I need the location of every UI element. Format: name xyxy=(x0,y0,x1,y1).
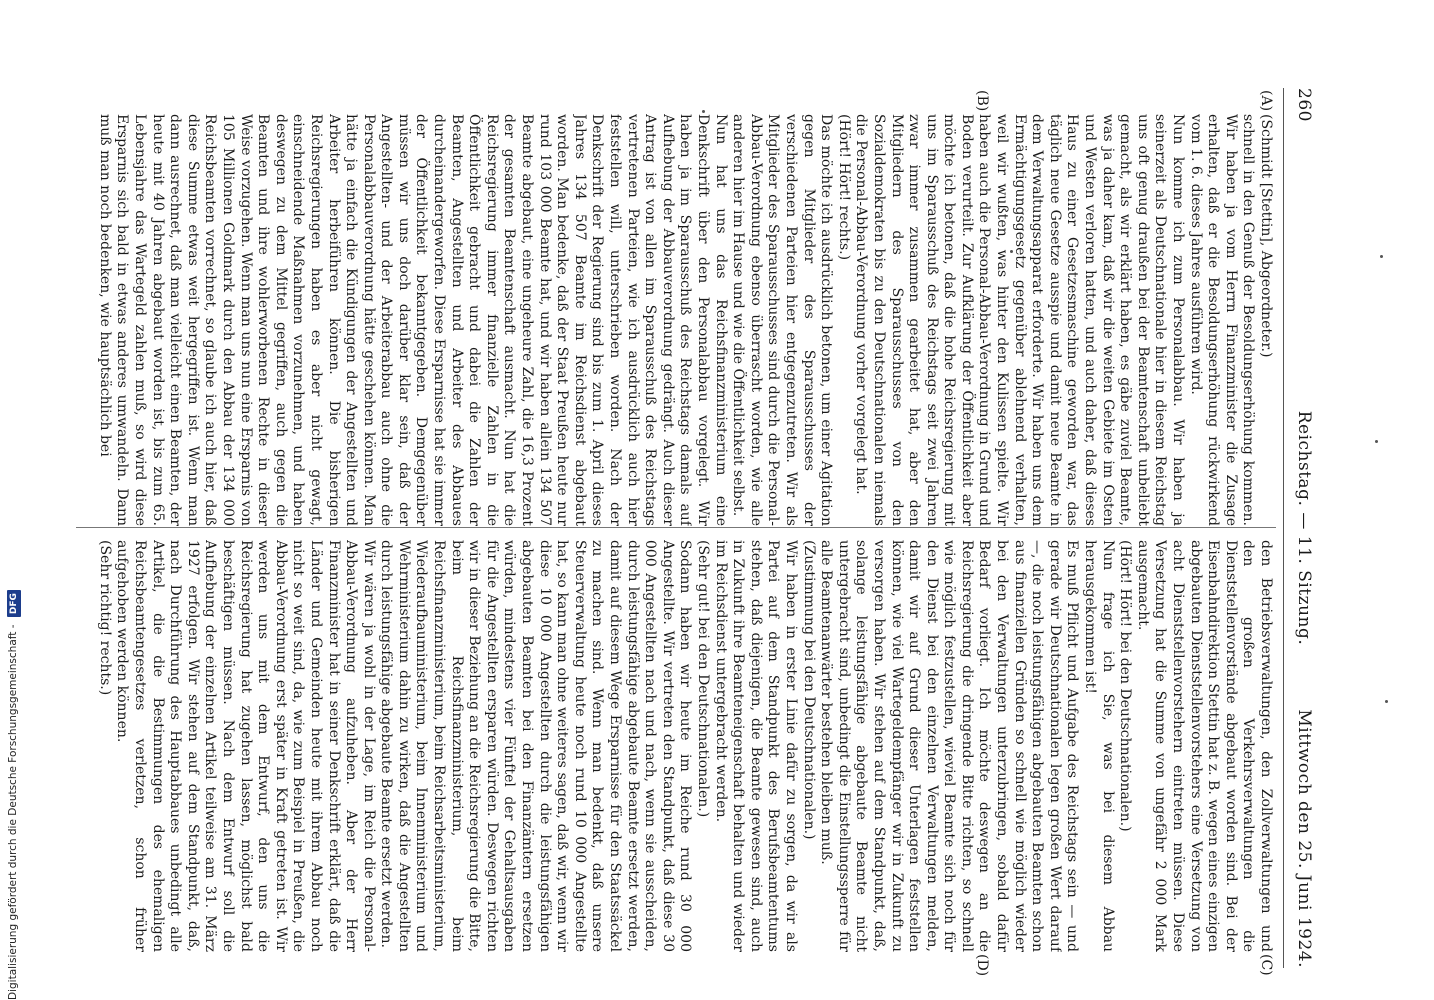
footer-label: Digitalisierung gefördert durch die Deutsche Forschungsgemeinschaft - xyxy=(7,624,19,1000)
margin-mark-c: (C) xyxy=(1258,954,1274,976)
text-column-right: den Betriebsverwaltungen, den Zollverwaltungen und den großen Verkehrsverwaltungen die Dienststellenvorstände abgebaut worden sind. Bei der Eisenbahndirektion Stettin hat z. B. wegen eines einzigen abgebauten Dienststellenvorstehers eine Versetzung von acht Dienststellenvorstehern eintreten müssen. Diese Versetzung hat die Summe von ungefähr 2 000 Mark ausgemacht. (Hört! Hört! bei den Deutschnationalen.) Nun frage ich Sie, was bei diesem Abbau herausgekommen ist! Es muß Pflicht und Aufgabe des Reichstags sein — und gerade wir Deutschnationalen legen großen Wert darauf —, die noch leistungsfähigen abgebauten Beamten schon aus finanziellen Gründen so schnell wie möglich wieder bei den Verwaltungen unterzubringen, sobald dafür Bedarf vorliegt. Ich möchte deswegen an die Reichsregierung die dringende Bitte richten, so schnell wie möglich festzustellen, wieviel Beamte sich noch für den Dienst bei den einzelnen Verwaltungen melden, damit wir auf Grund dieser Unterlagen feststellen können, wie viel Wartegeldempfänger wir in Zukunft zu versorgen haben. Wir stehen auf dem Standpunkt, daß, solange leistungsfähige abgebaute Beamte nicht untergebracht sind, unbedingt die Einstellungssperre für alle Beamtenanwärter bestehen bleiben muß. (Zustimmung bei den Deutschnationalen.) Wir haben in erster Linie dafür zu sorgen, da wir als Partei auf dem Standpunkt des Berufsbeamtentums stehen, daß diejenigen, die Beamte gewesen sind, auch in Zukunft ihre Beamteneigenschaft behalten und wieder im Reichsdienst untergebracht werden. (Sehr gut! bei den Deutschnationalen.) Sodann haben wir heute im Reiche rund 30 000 Angestellte. Wir vertreten den Standpunkt, daß diese 30 000 Angestellten nach und nach, wenn sie ausscheiden, durch leistungsfähige abgebaute Beamte ersetzt werden, damit auf diesem Wege Ersparnisse für den Staatssäckel zu machen sind. Wenn man bedenkt, daß unsere Steuerverwaltung heute noch rund 10 000 Angestellte hat, so kann man ohne weiteres sagen, daß wir, wenn wir diese 10 000 Angestellten durch die leistungsfähigen abgebauten Beamten bei den Finanzämtern ersetzen würden, mindestens vier Fünftel der Gehaltsausgaben für die Angestellten ersparen würden. Deswegen richten wir in dieser Beziehung an die Reichsregierung die Bitte, beim Reichsfinanzministerium, beim Reichsfinanzministerium, beim Reichsarbeitsministerium, Wiederaufbauministerium, beim Innenministerium und Wehrministerium dahin zu wirken, daß die Angestellten durch leistungsfähige abgebaute Beamte ersetzt werden. Wir wären ja wohl in der Lage, im Reich die Personal-Abbau-Verordnung aufzuheben. Aber der Herr Finanzminister hat in seiner Denkschrift erklärt, daß die Länder und Gemeinden heute mit ihrem Abbau noch nicht so weit sind, da, wie zum Beispiel in Preußen, die Abbau-Verordnung erst später in Kraft getreten ist. Wir werden uns mit dem Entwurf, den uns die Reichsregierung hat zugehen lassen, möglichst bald beschäftigen müssen. Nach dem Entwurf soll die Aufhebung der einzelnen Artikel teilweise am 31. März 1927 erfolgen. Wir stehen auf dem Standpunkt, daß, nach Durchführung des Hauptabbaues unbedingt alle Artikel, die die Bestimmungen des ehemaligen Reichsbeamtengesetzes verletzen, schon früher aufgehoben werden können. (Sehr richtig! rechts.) xyxy=(96,540,1274,952)
scan-mark xyxy=(1375,440,1378,443)
page-number: 260 xyxy=(1294,88,1314,122)
scan-mark xyxy=(1380,255,1383,258)
dfg-logo: DFG xyxy=(7,590,21,617)
margin-mark-a: (A) xyxy=(1258,90,1274,112)
column-divider xyxy=(76,527,1276,528)
margin-mark-b: (B) xyxy=(974,90,990,112)
text-column-left: (Schmidt [Stettin], Abgeordneter.) schnell in den Genuß der Besoldungserhöhung kommen. Wir haben ja vom Herrn Finanzminister die Zusage erhalten, daß er die Besoldungserhöhung rückwirkend vom 1. 6. dieses Jahres ausführen wird. Nun komme ich zum Personalabbau. Wir haben ja seinerzeit als Deutschnationale hier in diesem Reichstag uns oft genug draußen bei der Beamtenschaft unbeliebt gemacht, als wir erklärt haben, es gäbe zuviel Beamte, was ja daher kam, daß wir die weiten Gebiete im Osten und Westen verloren hatten, und auch daher, daß dieses Haus zu einer Gesetzesmaschine geworden war, das täglich neue Gesetze ausspie und damit neue Beamte in dem Verwaltungsapparat erforderte. Wir haben uns dem Ermächtigungsgesetz gegenüber ablehnend verhalten, weil wir wußten, was hinter den Kulissen spielte. Wir haben auch die Personal-Abbau-Verordnung in Grund und Boden verurteilt. Zur Aufklärung der Öffentlichkeit aber möchte ich betonen, daß die hohe Reichsregierung mit uns im Sparausschuß des Reichstags seit zwei Jahren zwar immer zusammen gearbeitet hat, aber den Mitgliedern des Sparausschusses von den Sozialdemokraten bis zu den Deutschnationalen niemals die Personal-Abbau-Verordnung vorher vorgelegt hat. (Hört! Hört! rechts.) Das möchte ich ausdrücklich betonen, um einer Agitation gegen Mitglieder des Sparausschusses der verschiedenen Parteien hier entgegenzutreten. Wir als Mitglieder des Sparausschusses sind durch die Personal-Abbau-Verordnung ebenso überrascht worden, wie alle anderen hier im Hause und wie die Öffentlichkeit selbst. Nun hat uns das Reichsfinanzministerium eine Denkschrift über den Personalabbau vorgelegt. Wir haben ja im Sparausschuß des Reichstags damals auf Aufhebung der Abbauverordnung gedrängt. Auch dieser Antrag ist von allen im Sparausschuß des Reichstags vertretenen Parteien, wie ich ausdrücklich auch hier feststellen will, unterschrieben worden. Nach der Denkschrift der Regierung sind bis zum 1. April dieses Jahres 134 507 Beamte im Reichsdienst abgebaut worden. Man bedenke, daß der Staat Preußen heute nur rund 103 000 Beamte hat, und wir haben allein 134 507 Beamte abgebaut, eine ungeheure Zahl, die 16,3 Prozent der gesamten Beamtenschaft ausmacht. Nun hat die Reichsregierung immer finanzielle Zahlen in die Öffentlichkeit gebracht und dabei die Zahlen der Beamten, Angestellten und Arbeiter des Abbaues durcheinandergeworfen. Diese Ersparnisse hat sie immer der Öffentlichkeit bekanntgegeben. Demgegenüber müssen wir uns doch darüber klar sein, daß der Angestellten- und der Arbeiterabbau auch ohne die Personalabbauverordnung hätte geschehen können. Man hätte ja einfach die Kündigungen der Angestellten und Arbeiter herbeiführen können. Die bisherigen Reichsregierungen haben es aber nicht gewagt, einschneidende Maßnahmen vorzunehmen, und haben deswegen zu dem Mittel gegriffen, auch gegen die Beamten und ihre wohlerworbenen Rechte in dieser Weise vorzugehen. Wenn man uns nun eine Ersparnis von 105 Millionen Goldmark durch den Abbau der 134 000 Reichsbeamten vorrechnet, so glaube ich auch hier, daß diese Summe etwas weit hergegriffen ist. Wenn man dann ausrechnet, daß man vielleicht einen Beamten, der heute mit 40 Jahren abgebaut worden ist, bis zum 65. Lebensjahre das Wartegeld zahlen muß, so wird diese Ersparnis sich bald in etwas anderes umwandeln. Dann muß man noch bedenken, wie hauptsächlich bei xyxy=(96,114,1274,526)
footer-text xyxy=(1,360,25,1000)
margin-mark-d: (D) xyxy=(974,954,990,977)
header-title: Reichstag. — 11. Sitzung. xyxy=(1294,410,1314,646)
page-header xyxy=(1283,88,1320,968)
scan-mark xyxy=(1385,700,1388,703)
document-page xyxy=(20,88,1320,977)
digitization-footer xyxy=(1,360,25,1000)
header-date: Mittwoch den 25. Juni 1924. xyxy=(1294,709,1314,968)
